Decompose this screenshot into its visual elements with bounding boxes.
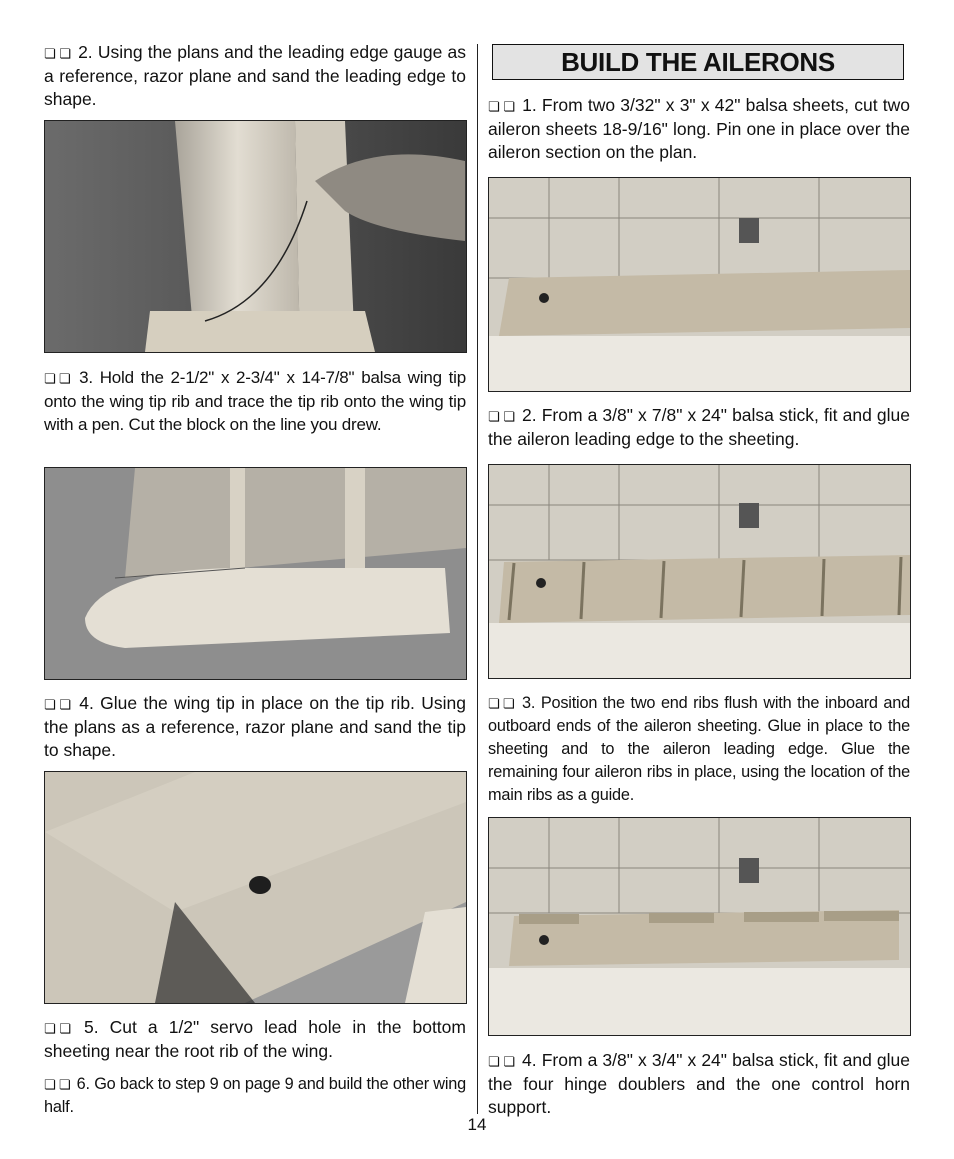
photo-aileron-ribs: [488, 817, 911, 1036]
step-text: 2. Using the plans and the leading edge gauge as a reference, razor plane and sand the leading edge to shape.: [44, 42, 466, 109]
left-step-4: [44, 692, 466, 762]
aileron-step-2: [488, 404, 910, 451]
step-text: 6. Go back to step 9 on page 9 and build the other wing half.: [44, 1075, 466, 1116]
step-text: 3. Hold the 2-1/2" x 2-3/4" x 14-7/8" balsa wing tip onto the wing tip rib and trace the tip rib onto the wing tip with a pen. Cut the block on the line you drew.: [44, 368, 466, 434]
photo-wing-tip-block: [44, 467, 467, 680]
photo-aileron-sheet: [488, 177, 911, 392]
aileron-step-4: [488, 1049, 910, 1119]
step-text: 1. From two 3/32" x 3" x 42" balsa sheets, cut two aileron sheets 18-9/16" long. Pin one in place over the aileron section on the plan.: [488, 95, 910, 162]
step-text: 4. From a 3/8" x 3/4" x 24" balsa stick, fit and glue the four hinge doublers and the one control horn support.: [488, 1050, 910, 1117]
left-step-5: [44, 1016, 466, 1063]
checkbox-icon: ❏ ❏: [44, 697, 71, 712]
checkbox-icon: ❏ ❏: [488, 409, 515, 424]
photo-icon: [489, 178, 910, 391]
step-text: 3. Position the two end ribs flush with the inboard and outboard ends of the aileron sheeting. Glue in place to the sheeting and to the aileron leading edge. Glue the remaining four aileron ribs in place, using the location of the main ribs as a guide.: [488, 694, 910, 804]
checkbox-icon: ❏ ❏: [44, 46, 71, 61]
column-divider: [477, 44, 478, 1114]
left-step-2: [44, 41, 466, 111]
photo-icon: [45, 121, 466, 352]
checkbox-icon: ❏ ❏: [44, 1021, 71, 1036]
page-number: 14: [467, 1115, 487, 1134]
photo-icon: [45, 772, 466, 1003]
photo-aileron-leading-edge: [488, 464, 911, 679]
left-step-3: [44, 366, 466, 436]
aileron-step-1: [488, 94, 910, 164]
checkbox-icon: ❏ ❏: [488, 696, 515, 711]
section-heading: [492, 44, 904, 80]
photo-sanding-leading-edge: [44, 120, 467, 353]
photo-icon: [45, 468, 466, 679]
aileron-step-3: [488, 692, 910, 807]
left-step-6: [44, 1073, 466, 1119]
checkbox-icon: ❏ ❏: [488, 99, 515, 114]
checkbox-icon: ❏ ❏: [44, 1077, 71, 1092]
photo-icon: [489, 818, 910, 1035]
photo-servo-lead-hole: [44, 771, 467, 1004]
checkbox-icon: ❏ ❏: [44, 371, 71, 386]
checkbox-icon: ❏ ❏: [488, 1054, 515, 1069]
photo-icon: [489, 465, 910, 678]
step-text: 4. Glue the wing tip in place on the tip rib. Using the plans as a reference, razor plane and sand the tip to shape.: [44, 693, 466, 760]
step-text: 2. From a 3/8" x 7/8" x 24" balsa stick, fit and glue the aileron leading edge to the sheeting.: [488, 405, 910, 449]
step-text: 5. Cut a 1/2" servo lead hole in the bottom sheeting near the root rib of the wing.: [44, 1017, 466, 1061]
heading-text: BUILD THE AILERONS: [561, 47, 835, 77]
